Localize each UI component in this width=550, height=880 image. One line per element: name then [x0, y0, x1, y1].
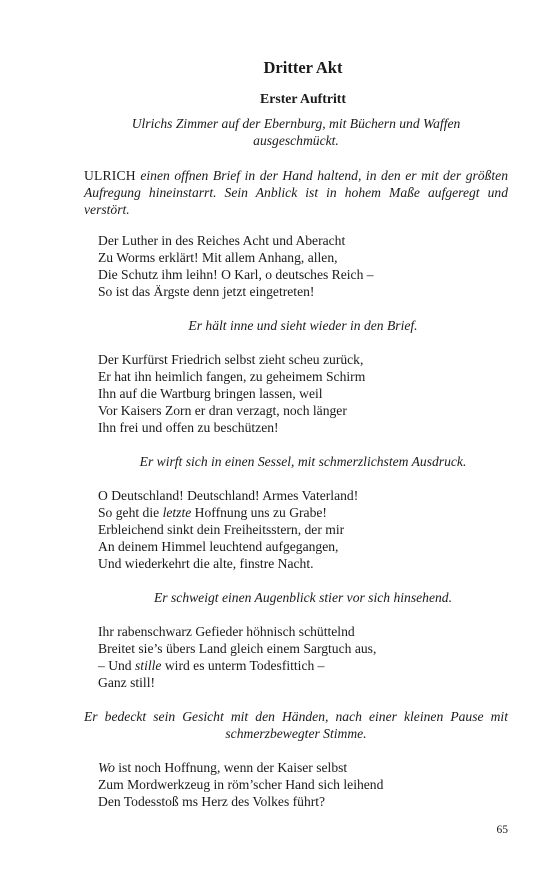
verse-line: Und wiederkehrt die alte, finstre Nacht. [98, 555, 314, 571]
verse-stanza-3 [84, 487, 508, 572]
verse-line: Ihn frei und offen zu beschützen! [98, 419, 279, 435]
opening-speech-heading [84, 167, 508, 218]
verse-line: Den Todesstoß ms Herz des Volkes führt? [98, 793, 326, 809]
verse-stanza-4 [84, 623, 508, 691]
verse-line: Erbleichend sinkt dein Freiheitsstern, der mir [98, 521, 345, 537]
verse-line: O Deutschland! Deutschland! Armes Vaterland! [98, 487, 359, 503]
opening-direction: einen offnen Brief in der Hand haltend, in den er mit der größten Aufregung hineinstarrt. Sein Anblick ist in hohem Maße aufgeregt und verstört. [84, 168, 508, 217]
verse-line: An deinem Himmel leuchtend aufgegangen, [98, 538, 339, 554]
emphasized-word: stille [135, 657, 162, 673]
emphasized-word: letzte [162, 504, 192, 520]
verse-line: Ganz still! [98, 674, 156, 690]
verse-text: – Und [98, 657, 136, 673]
stage-direction-5: Er bedeckt sein Gesicht mit den Händen, nach einer kleinen Pause mit schmerzbewegter Stimme. [84, 708, 508, 741]
emphasized-word: Wo [98, 759, 115, 775]
stage-direction-2: Er hält inne und sieht wieder in den Brief. [188, 317, 418, 333]
verse-line [98, 504, 508, 521]
setting-direction: Ulrichs Zimmer auf der Ebernburg, mit Büchern und Waffen ausgeschmückt. [131, 116, 461, 148]
verse-line: So ist das Ärgste denn jetzt eingetreten! [98, 283, 315, 299]
verse-line: Der Kurfürst Friedrich selbst zieht scheu zurück, [98, 351, 364, 367]
verse-line [98, 657, 508, 674]
verse-line: Zum Mordwerkzeug in röm’scher Hand sich leihend [98, 776, 384, 792]
verse-text: Hoffnung uns zu Grabe! [191, 504, 327, 520]
page-body [84, 58, 508, 810]
verse-stanza-5 [84, 759, 508, 810]
verse-line: Breitet sie’s übers Land gleich einem Sargtuch aus, [98, 640, 377, 656]
verse-line: Er hat ihn heimlich fangen, zu geheimem Schirm [98, 368, 366, 384]
verse-stanza-1 [84, 232, 508, 300]
scene-title: Erster Auftritt [260, 91, 346, 106]
verse-line: Der Luther in des Reiches Acht und Aberacht [98, 232, 346, 248]
verse-line [98, 759, 508, 776]
verse-line: Die Schutz ihm leihn! O Karl, o deutsches Reich – [98, 266, 374, 282]
verse-line: Ihr rabenschwarz Gefieder höhnisch schüttelnd [98, 623, 355, 639]
verse-text: wird es unterm Todesfittich – [161, 657, 325, 673]
stage-direction-4: Er schweigt einen Augenblick stier vor sich hinsehend. [154, 589, 452, 605]
page-number: 65 [496, 824, 508, 836]
verse-line: Zu Worms erklärt! Mit allem Anhang, allen, [98, 249, 338, 265]
stage-direction-3: Er wirft sich in einen Sessel, mit schmerzlichstem Ausdruck. [139, 453, 467, 469]
verse-text: So geht die [98, 504, 163, 520]
verse-line: Vor Kaisers Zorn er dran verzagt, noch länger [98, 402, 347, 418]
speaker-name: ULRICH [84, 168, 136, 183]
verse-line: Ihn auf die Wartburg bringen lassen, weil [98, 385, 323, 401]
verse-stanza-2 [84, 351, 508, 436]
act-title: Dritter Akt [263, 58, 343, 77]
verse-text: ist noch Hoffnung, wenn der Kaiser selbst [114, 759, 348, 775]
